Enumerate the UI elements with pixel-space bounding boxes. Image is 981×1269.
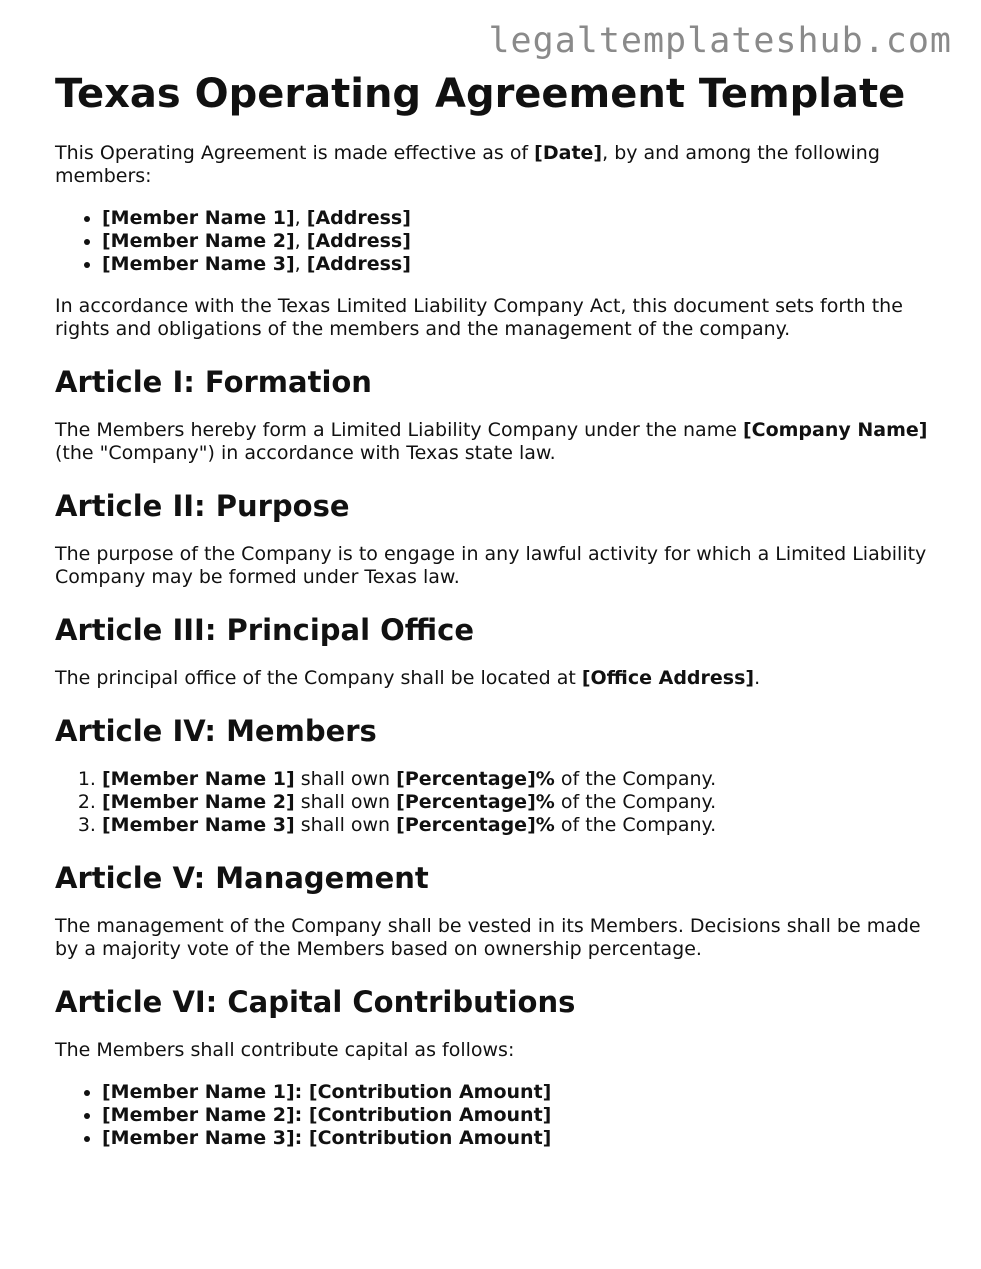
article-5 bbox=[55, 860, 935, 961]
list-item: • [Member Name 1]: [Contribution Amount] bbox=[102, 1081, 935, 1104]
member-list bbox=[55, 207, 935, 276]
list-item: • [Member Name 2]: [Contribution Amount] bbox=[102, 1104, 935, 1127]
list-item: • [Member Name 3]: [Contribution Amount] bbox=[102, 1127, 935, 1150]
article-1 bbox=[55, 364, 935, 465]
article-6 bbox=[55, 984, 935, 1150]
article-heading: Article IV: Members bbox=[55, 714, 377, 748]
article-heading: Article VI: Capital Contributions bbox=[55, 985, 576, 1019]
list-item: 1. [Member Name 1] shall own [Percentage]% of the Company. bbox=[102, 768, 935, 791]
page-title: Texas Operating Agreement Template bbox=[55, 71, 906, 117]
ownership-list bbox=[55, 768, 935, 837]
watermark: legaltemplateshub.com bbox=[488, 21, 952, 61]
article-heading: Article V: Management bbox=[55, 861, 429, 895]
intro-paragraph: This Operating Agreement is made effective as of [Date], by and among the following members: bbox=[55, 142, 880, 187]
date-placeholder: [Date] bbox=[534, 142, 603, 164]
article-2 bbox=[55, 488, 935, 589]
list-item: • [Member Name 1], [Address] bbox=[102, 207, 935, 230]
article-heading: Article II: Purpose bbox=[55, 489, 350, 523]
article-heading: Article III: Principal Office bbox=[55, 613, 474, 647]
act-paragraph: In accordance with the Texas Limited Liability Company Act, this document sets forth the rights and obligations of the members and the management of the company. bbox=[55, 295, 903, 340]
article-text: The purpose of the Company is to engage in any lawful activity for which a Limited Liability Company may be formed under Texas law. bbox=[55, 543, 927, 588]
list-item: • [Member Name 3], [Address] bbox=[102, 253, 935, 276]
contribution-list bbox=[55, 1081, 935, 1150]
article-text: The Members shall contribute capital as follows: bbox=[55, 1039, 515, 1061]
article-3 bbox=[55, 612, 935, 690]
article-heading: Article I: Formation bbox=[55, 365, 372, 399]
article-text: The management of the Company shall be vested in its Members. Decisions shall be made by a majority vote of the Members based on ownership percentage. bbox=[55, 915, 921, 960]
article-4 bbox=[55, 713, 935, 837]
article-text: The principal office of the Company shall be located at [Office Address]. bbox=[55, 667, 761, 689]
article-text: The Members hereby form a Limited Liability Company under the name [Company Name] (the "Company") in accordance with Texas state law. bbox=[55, 419, 928, 464]
list-item: • [Member Name 2], [Address] bbox=[102, 230, 935, 253]
list-item: 3. [Member Name 3] shall own [Percentage]% of the Company. bbox=[102, 814, 935, 837]
list-item: 2. [Member Name 2] shall own [Percentage]% of the Company. bbox=[102, 791, 935, 814]
document-page bbox=[55, 68, 935, 1150]
